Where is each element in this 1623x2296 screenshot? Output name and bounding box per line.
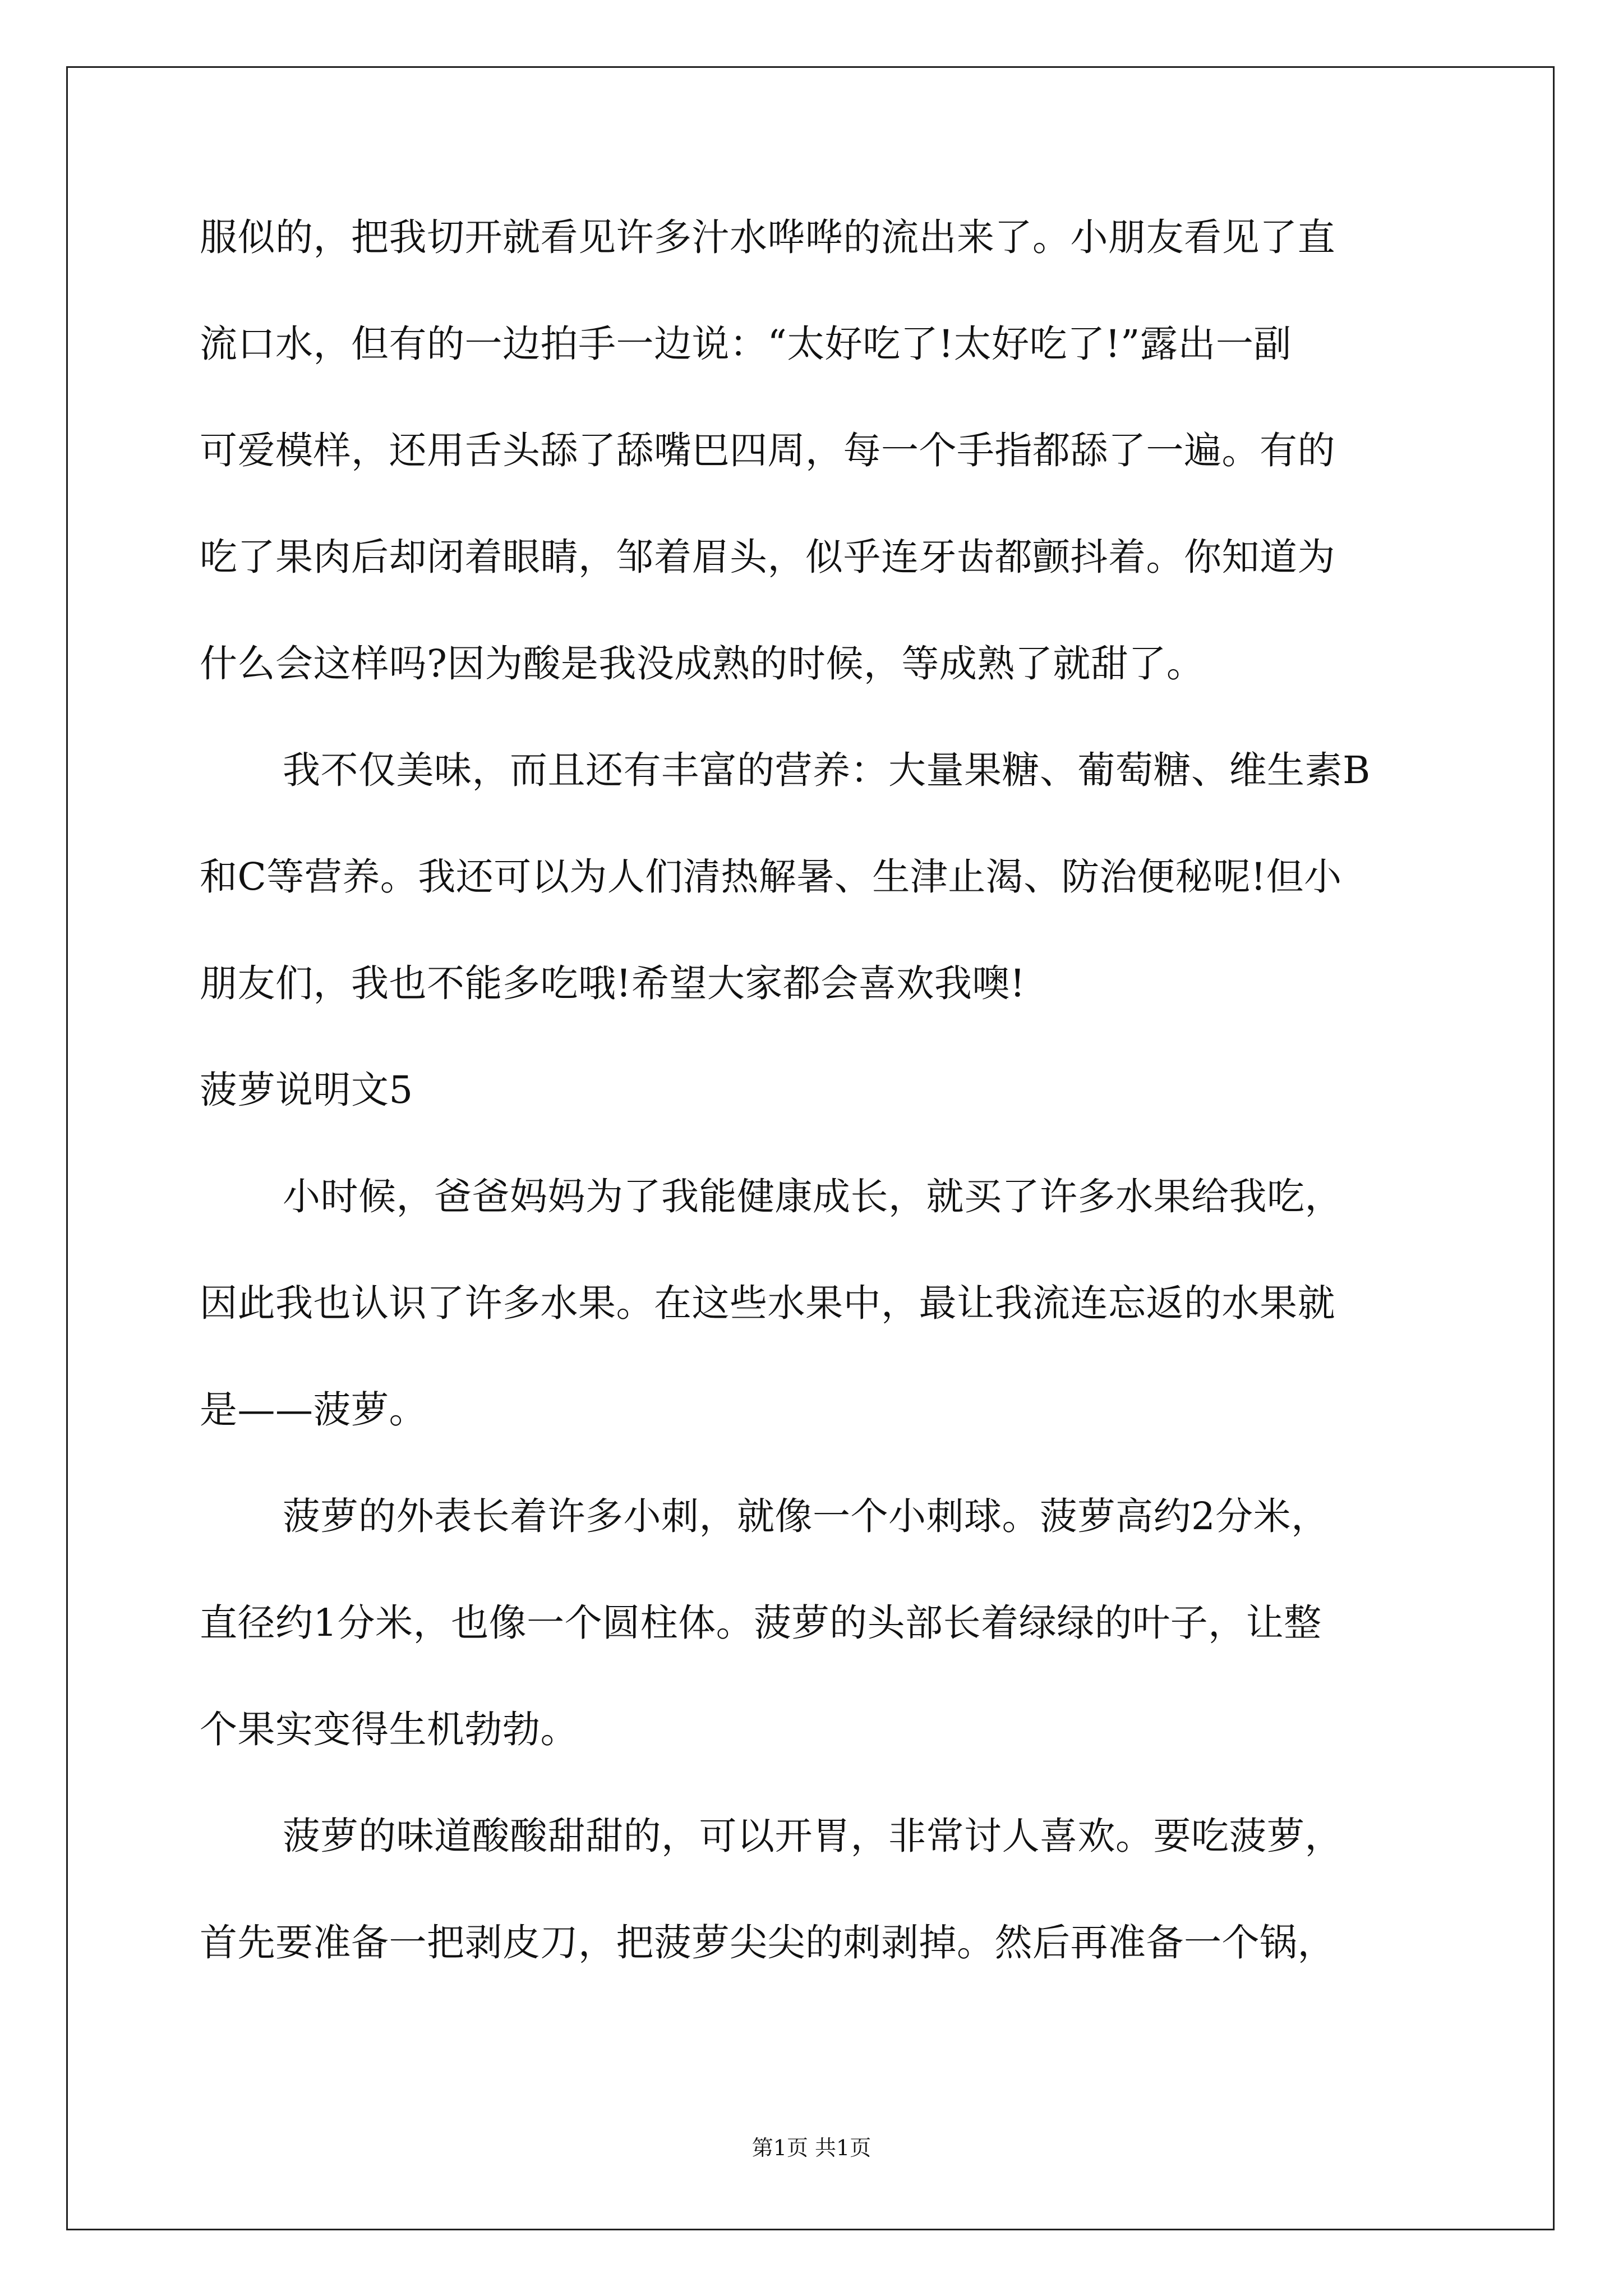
text-line: 什么会这样吗?因为酸是我没成熟的时候，等成熟了就甜了。 bbox=[200, 642, 1205, 685]
text-line: 可爱模样，还用舌头舔了舔嘴巴四周，每一个手指都舔了一遍。有的 bbox=[200, 429, 1335, 472]
text-line: 因此我也认识了许多水果。在这些水果中，最让我流连忘返的水果就 bbox=[200, 1281, 1335, 1325]
text-line: 服似的，把我切开就看见许多汁水哗哗的流出来了。小朋友看见了直 bbox=[200, 215, 1335, 259]
text-line: 流口水，但有的一边拍手一边说：“太好吃了!太好吃了!”露出一副 bbox=[200, 322, 1292, 366]
paragraph-first-line: 菠萝的外表长着许多小刺，就像一个小刺球。菠萝高约2分米， bbox=[283, 1494, 1329, 1538]
paragraph-first-line: 小时候，爸爸妈妈为了我能健康成长，就买了许多水果给我吃， bbox=[283, 1175, 1343, 1218]
paragraph-first-line: 菠萝的味道酸酸甜甜的，可以开胃，非常讨人喜欢。要吃菠萝， bbox=[283, 1814, 1343, 1858]
text-line: 个果实变得生机勃勃。 bbox=[200, 1708, 578, 1751]
text-line: 直径约1分米，也像一个圆柱体。菠萝的头部长着绿绿的叶子，让整 bbox=[200, 1601, 1322, 1645]
text-line: 吃了果肉后却闭着眼睛，邹着眉头，似乎连牙齿都颤抖着。你知道为 bbox=[200, 535, 1335, 579]
text-line: 首先要准备一把剥皮刀，把菠萝尖尖的刺剥掉。然后再准备一个锅， bbox=[200, 1921, 1335, 1964]
section-heading: 菠萝说明文5 bbox=[200, 1068, 413, 1112]
page-footer: 第1页 共1页 bbox=[751, 2136, 872, 2160]
text-line: 朋友们，我也不能多吃哦!希望大家都会喜欢我噢! bbox=[200, 961, 1026, 1005]
paragraph-first-line: 我不仅美味，而且还有丰富的营养：大量果糖、葡萄糖、维生素B bbox=[283, 748, 1371, 792]
text-line: 和C等营养。我还可以为人们清热解暑、生津止渴、防治便秘呢!但小 bbox=[200, 855, 1342, 899]
page-border bbox=[66, 66, 1555, 2230]
text-line: 是——菠萝。 bbox=[200, 1388, 427, 1432]
